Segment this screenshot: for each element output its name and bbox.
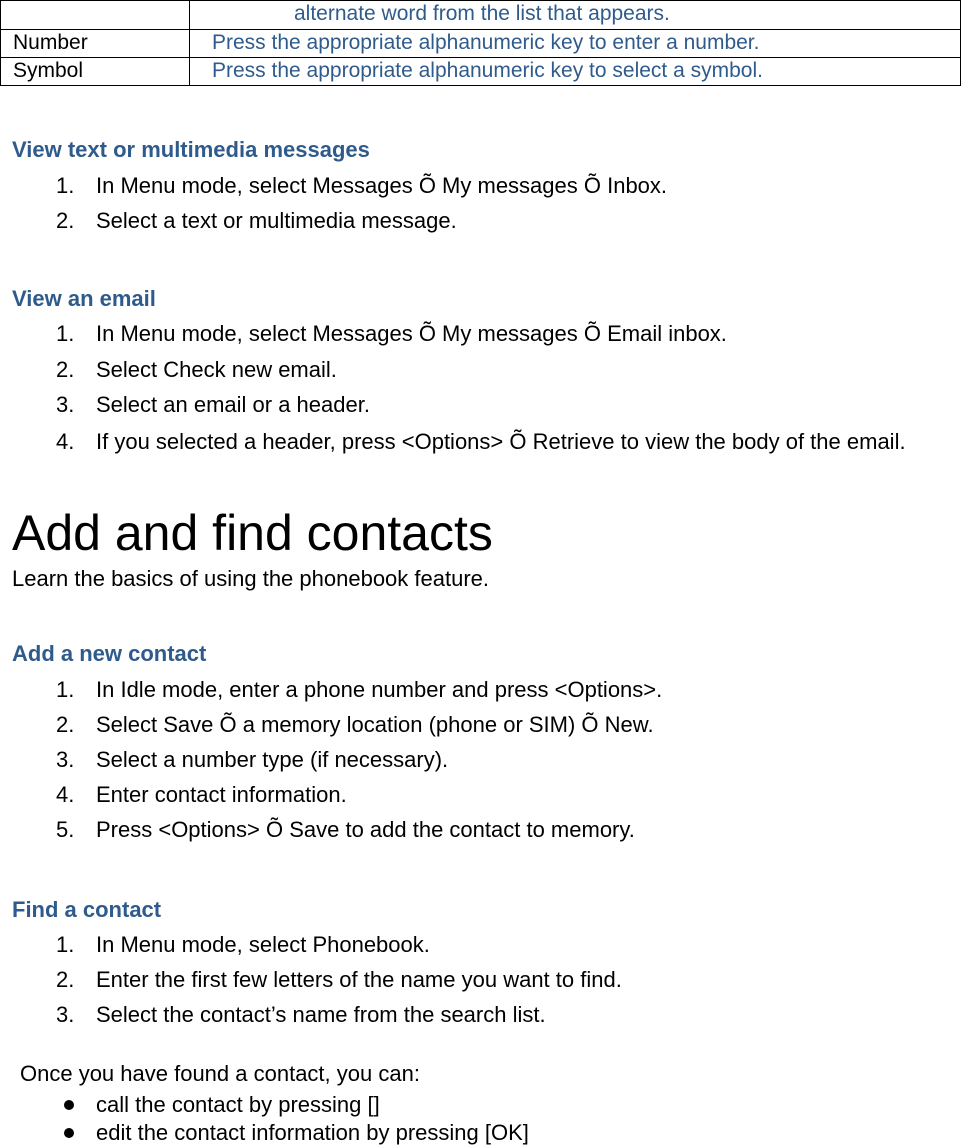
step-text: If you selected a header, press <Options> Õ Retrieve to view the body of the email. <box>96 429 906 454</box>
table-cell-description: Press the appropriate alphanumeric key to enter a number. <box>190 30 961 58</box>
step-number: 3. <box>56 392 75 417</box>
step-number: 4. <box>56 429 75 454</box>
input-mode-table <box>0 0 961 86</box>
table-cell-description: Press the appropriate alphanumeric key to select a symbol. <box>190 58 961 86</box>
bullet-icon <box>64 1128 74 1138</box>
step-number: 3. <box>56 1002 75 1027</box>
table-cell-description: alternate word from the list that appears. <box>190 1 961 30</box>
step-text: Enter the first few letters of the name you want to find. <box>96 967 622 992</box>
view-email-heading: View an email <box>12 286 156 311</box>
contact-actions-list <box>0 1091 529 1147</box>
step-text: Select Save Õ a memory location (phone or SIM) Õ New. <box>96 712 654 737</box>
view-email-steps <box>0 321 946 457</box>
step-number: 1. <box>56 173 75 198</box>
list-item <box>0 967 946 1002</box>
step-text: Select a text or multimedia message. <box>96 208 457 233</box>
table-cell-mode <box>1 1 190 30</box>
table-row <box>1 58 961 86</box>
find-contact-steps <box>0 932 946 1028</box>
list-item <box>0 173 946 208</box>
step-text: Press <Options> Õ Save to add the contact to memory. <box>96 817 635 842</box>
list-item <box>0 1002 946 1028</box>
step-number: 2. <box>56 357 75 382</box>
step-text: Select a number type (if necessary). <box>96 747 449 772</box>
view-messages-heading: View text or multimedia messages <box>12 137 370 162</box>
list-item <box>0 208 946 234</box>
list-item <box>0 1091 529 1119</box>
find-contact-heading: Find a contact <box>12 897 162 922</box>
list-item <box>0 357 946 392</box>
step-text: In Menu mode, select Messages Õ My messages Õ Inbox. <box>96 173 668 198</box>
step-text: Select an email or a header. <box>96 392 370 417</box>
bullet-text: call the contact by pressing [] <box>96 1092 380 1117</box>
step-number: 1. <box>56 321 75 346</box>
bullet-icon <box>64 1100 74 1110</box>
list-item <box>0 747 946 782</box>
step-number: 3. <box>56 747 75 772</box>
section-title: Add and find contacts <box>12 505 493 561</box>
step-text: In Idle mode, enter a phone number and press <Options>. <box>96 677 663 702</box>
table-cell-mode: Number <box>1 30 190 58</box>
step-text: In Menu mode, select Phonebook. <box>96 932 430 957</box>
list-item <box>0 782 946 817</box>
table-row <box>1 30 961 58</box>
step-number: 2. <box>56 208 75 233</box>
add-contact-heading: Add a new contact <box>12 641 207 666</box>
step-number: 4. <box>56 782 75 807</box>
step-number: 1. <box>56 932 75 957</box>
list-item <box>0 712 946 747</box>
table-row <box>1 1 961 30</box>
list-item <box>0 677 946 712</box>
list-item <box>0 321 946 357</box>
section-intro: Learn the basics of using the phonebook feature. <box>12 566 490 591</box>
view-messages-steps <box>0 173 946 234</box>
add-contact-steps <box>0 677 946 843</box>
step-text: Select Check new email. <box>96 357 337 382</box>
step-number: 1. <box>56 677 75 702</box>
after-find-text: Once you have found a contact, you can: <box>20 1061 420 1086</box>
list-item <box>0 427 946 457</box>
step-number: 2. <box>56 967 75 992</box>
list-item <box>0 1119 529 1147</box>
step-text: Enter contact information. <box>96 782 347 807</box>
table-cell-mode: Symbol <box>1 58 190 86</box>
step-number: 2. <box>56 712 75 737</box>
bullet-text: edit the contact information by pressing [OK] <box>96 1120 529 1145</box>
step-text: In Menu mode, select Messages Õ My messages Õ Email inbox. <box>96 321 727 346</box>
step-text: Select the contact’s name from the search list. <box>96 1002 546 1027</box>
step-number: 5. <box>56 817 75 842</box>
list-item <box>0 392 946 427</box>
list-item <box>0 932 946 967</box>
list-item <box>0 817 946 843</box>
